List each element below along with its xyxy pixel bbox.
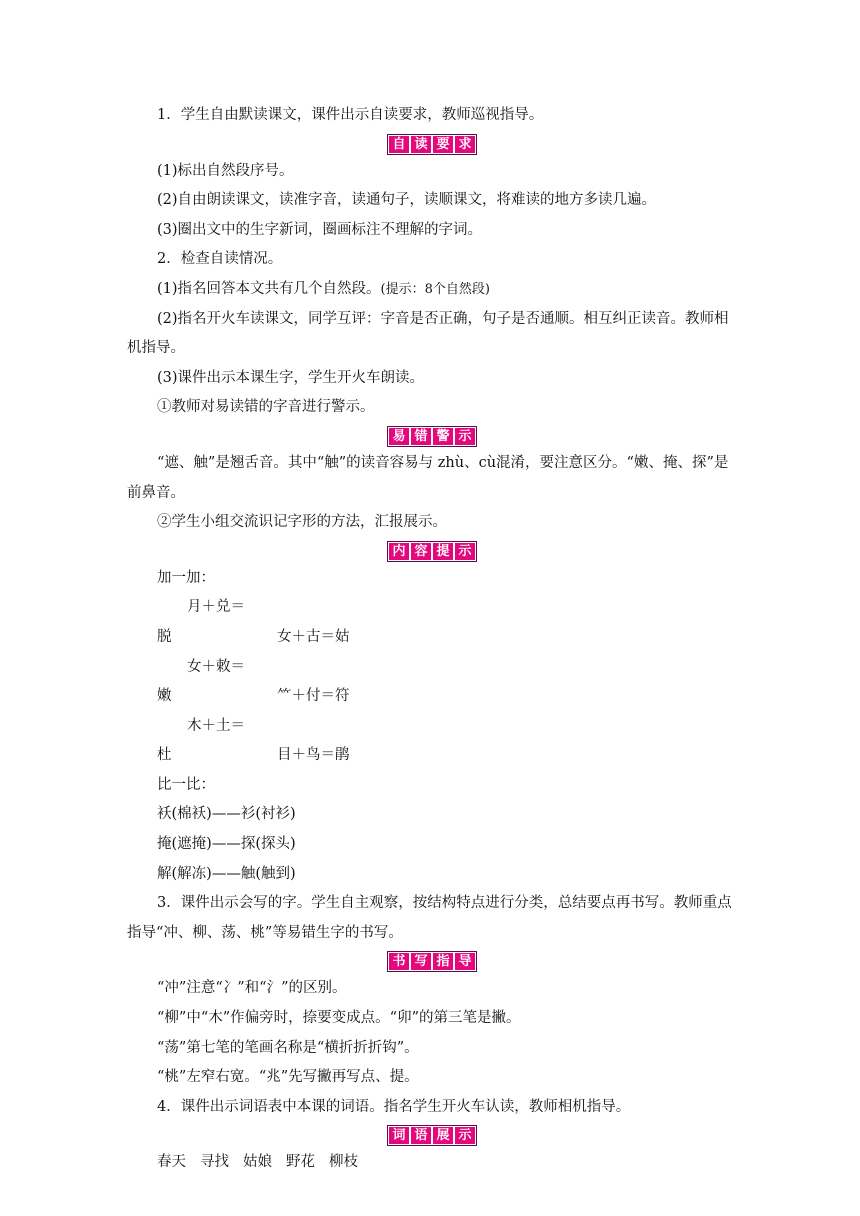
check-1 [127, 275, 737, 305]
words-tag-row [127, 1122, 737, 1148]
content-hint-tag [387, 541, 477, 562]
tag-char: 词 [389, 1127, 409, 1144]
writing-note-2: “柳”中“木”作偏旁时，捺要变成点。“卯”的第三笔是撇。 [157, 1010, 521, 1027]
content-tag-row [127, 538, 737, 564]
add-item: 木＋土＝杜 [157, 717, 245, 764]
requirement-3: (3)圈出文中的生字新词，圈画标注不理解的字词。 [157, 221, 483, 238]
tag-char: 书 [389, 953, 409, 970]
tag-char: 语 [411, 1127, 431, 1144]
self-read-tag-row [127, 131, 737, 157]
writing-note-4: “桃”左窄右宽。“兆”先写撇再写点、提。 [157, 1069, 419, 1086]
step-4: 4．课件出示词语表中本课的词语。指名学生开火车认读，教师相机指导。 [157, 1098, 631, 1115]
writing-tag-row [127, 948, 737, 974]
warning-tag-row [127, 423, 737, 449]
self-read-requirements-tag [387, 134, 477, 155]
tag-char: 错 [411, 428, 431, 445]
writing-guide-tag [387, 951, 477, 972]
add-title: 加一加： [157, 569, 215, 586]
add-item: 月＋兑＝脱 [157, 599, 245, 645]
add-item: 女＋敕＝嫩 [157, 658, 245, 705]
check-1-hint: (提示：8个自然段) [380, 281, 490, 297]
tag-char: 示 [455, 543, 475, 560]
check-2: (2)指名开火车读课文，同学互评：字音是否正确，句子是否通顺。相互纠正读音。教师相机指导。 [127, 310, 729, 357]
tag-char: 容 [411, 543, 431, 560]
requirement-2: (2)自由朗读课文，读准字音，读通句子，读顺课文，将难读的地方多读几遍。 [157, 192, 657, 209]
compare-item: 掩(遮掩)——探(探头) [157, 836, 296, 853]
tag-char: 易 [389, 428, 409, 445]
compare-item: 解(解冻)——触(触到) [157, 865, 296, 882]
check-1-text: (1)指名回答本文共有几个自然段。 [157, 280, 381, 297]
writing-note-1: “冲”注意“冫”和“氵”的区别。 [157, 980, 347, 997]
tag-char: 内 [389, 543, 409, 560]
check-3a: ①教师对易读错的字音进行警示。 [157, 399, 375, 416]
warning-text: “遮、触”是翘舌音。其中“触”的读音容易与 zhù、cù混淆，要注意区分。“嫩、掩、探”是前鼻音。 [127, 454, 729, 501]
add-item: 女＋古＝姑 [277, 628, 350, 645]
vocab-word: 春天 [157, 1154, 186, 1171]
tag-char: 导 [455, 953, 475, 970]
compare-title: 比一比： [157, 776, 215, 793]
tag-char: 自 [389, 136, 409, 153]
vocab-word: 姑娘 [243, 1154, 272, 1171]
compare-item: 袄(棉袄)——衫(衬衫) [157, 806, 296, 823]
step-1: 1．学生自由默读课文，课件出示自读要求，教师巡视指导。 [157, 107, 544, 123]
words-display-tag [387, 1125, 477, 1146]
vocab-word: 寻找 [200, 1154, 229, 1171]
step-2: 2．检查自读情况。 [157, 251, 283, 268]
add-pair-row [127, 653, 737, 712]
writing-note-3: “荡”第七笔的笔画名称是“横折折折钩”。 [157, 1039, 419, 1056]
tag-char: 展 [433, 1127, 453, 1144]
check-3: (3)课件出示本课生字，学生开火车朗读。 [157, 369, 425, 386]
tag-char: 读 [411, 136, 431, 153]
vocab-word: 柳枝 [329, 1154, 358, 1171]
add-pair-row [127, 593, 737, 652]
tag-char: 示 [455, 428, 475, 445]
easy-error-warning-tag [387, 426, 477, 447]
tag-char: 警 [433, 428, 453, 445]
add-item: ⺮＋付＝符 [277, 688, 350, 705]
requirement-1: (1)标出自然段序号。 [157, 162, 294, 179]
tag-char: 写 [411, 953, 431, 970]
tag-char: 求 [455, 136, 475, 153]
tag-char: 示 [455, 1127, 475, 1144]
tag-char: 提 [433, 543, 453, 560]
tag-char: 要 [433, 136, 453, 153]
tag-char: 指 [433, 953, 453, 970]
vocab-list [127, 1148, 737, 1178]
add-pair-row [127, 712, 737, 771]
add-item: 目＋鸟＝鹃 [277, 747, 350, 764]
vocab-word: 野花 [286, 1154, 315, 1171]
step-3: 3．课件出示会写的字。学生自主观察，按结构特点进行分类，总结要点再书写。教师重点指导“冲、柳、荡、桃”等易错生字的书写。 [127, 895, 732, 941]
check-3b: ②学生小组交流识记字形的方法，汇报展示。 [157, 514, 447, 531]
lesson-content [127, 101, 737, 1178]
